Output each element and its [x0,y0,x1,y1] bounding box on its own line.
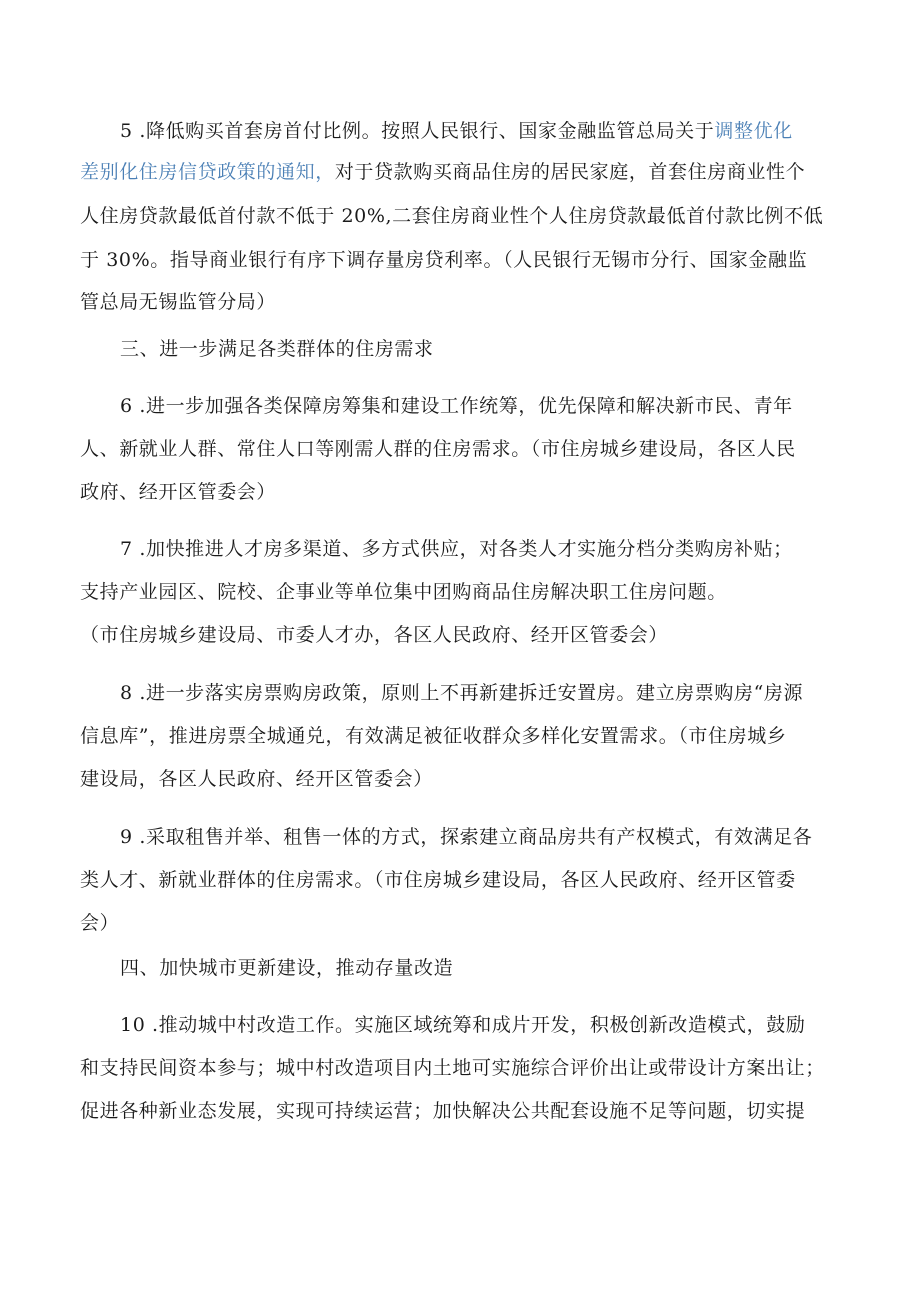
item8-line3: 建设局，各区人民政府、经开区管委会） [80,768,433,790]
item5-line4: 于 30%。指导商业银行有序下调存量房贷利率。（人民银行无锡市分行、国家金融监 [80,249,808,271]
item10-line2: 和支持民间资本参与；城中村改造项目内土地可实施综合评价出让或带设计方案出让； [80,1057,825,1079]
item5-line1 [120,118,793,144]
item5-line2-text: 对于贷款购买商品住房的居民家庭，首套住房商业性个 [334,161,806,183]
section-heading-4: 四、加快城市更新建设，推动存量改造 [120,957,454,979]
item10-line1: 10 .推动城中村改造工作。实施区域统筹和成片开发，积极创新改造模式，鼓励 [120,1014,806,1036]
item8-line2: 信息库”，推进房票全城通兑，有效满足被征收群众多样化安置需求。（市住房城乡 [80,725,787,747]
item9-line2: 类人才、新就业群体的住房需求。（市住房城乡建设局，各区人民政府、经开区管委 [80,869,796,891]
item6-line2: 人、新就业人群、常住人口等刚需人群的住房需求。（市住房城乡建设局，各区人民 [80,438,796,460]
item7-line2: 支持产业园区、院校、企事业等单位集中团购商品住房解决职工住房问题。 [80,581,727,603]
item7-line1: 7 .加快推进人才房多渠道、多方式供应，对各类人才实施分档分类购房补贴； [120,538,793,560]
item5-line5: 管总局无锡监管分局） [80,291,277,313]
item5-line3: 人住房贷款最低首付款不低于 20%,二套住房商业性个人住房贷款最低首付款比例不低 [80,205,824,227]
item5-line1-text: 5 .降低购买首套房首付比例。按照人民银行、国家金融监管总局关于 [120,120,715,142]
section-heading-3: 三、进一步满足各类群体的住房需求 [120,338,434,360]
item9-line1: 9 .采取租售并举、租售一体的方式，探索建立商品房共有产权模式，有效满足各 [120,826,813,848]
policy-notice-link-cont[interactable]: 差别化住房信贷政策的通知， [80,161,335,183]
item6-line3: 政府、经开区管委会） [80,481,277,503]
policy-notice-link[interactable]: 调整优化 [714,120,793,142]
item5-line2 [80,159,805,185]
item8-line1: 8 .进一步落实房票购房政策，原则上不再新建拆迁安置房。建立房票购房“房源 [120,682,804,704]
item9-line3: 会） [80,912,120,934]
item10-line3: 促进各种新业态发展，实现可持续运营；加快解决公共配套设施不足等问题，切实提 [80,1100,806,1122]
item6-line1: 6 .进一步加强各类保障房筹集和建设工作统筹，优先保障和解决新市民、青年 [120,395,793,417]
item7-line3: （市住房城乡建设局、市委人才办，各区人民政府、经开区管委会） [80,624,669,646]
